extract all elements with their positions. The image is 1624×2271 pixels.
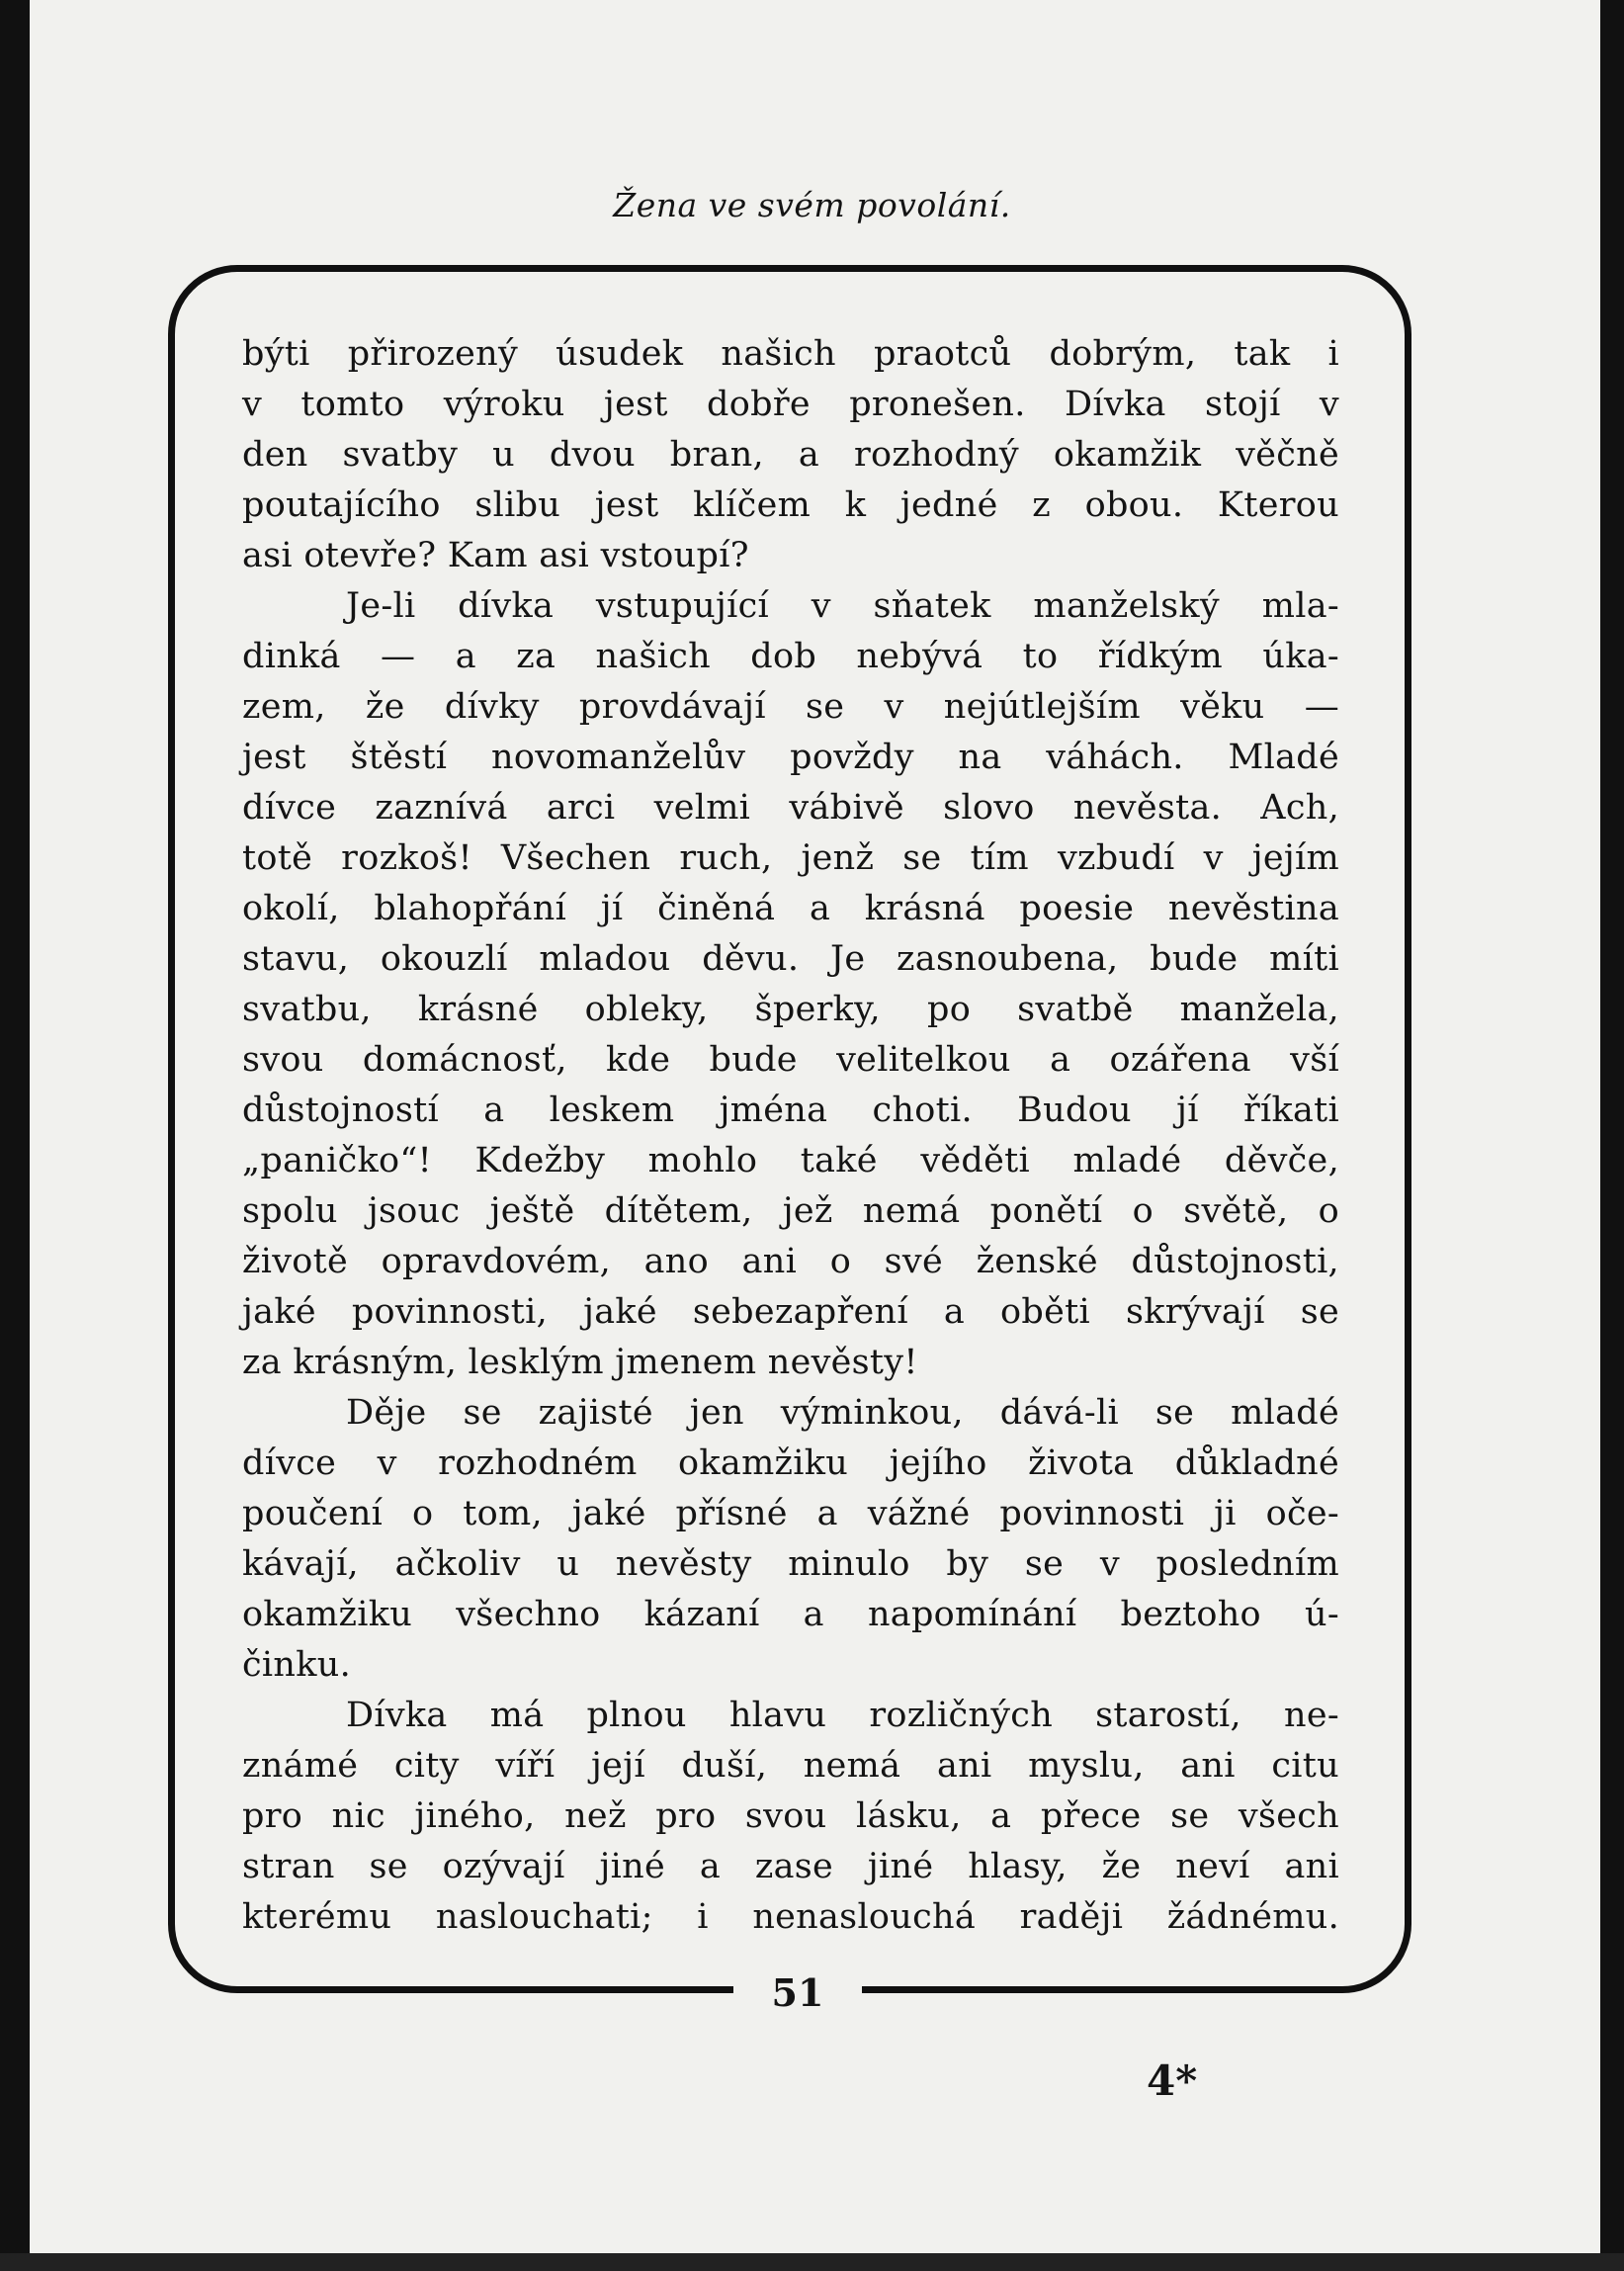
text-line: poučení o tom, jaké přísné a vážné povinnosti ji oče-: [242, 1494, 1339, 1533]
text-line: zem, že dívky provdávají se v nejútlejším věku —: [242, 687, 1339, 727]
text-line: činku.: [242, 1645, 352, 1685]
text-line: poutajícího slibu jest klíčem k jedné z obou. Kterou: [242, 485, 1339, 525]
scan-edge-right: [1600, 0, 1624, 2271]
text-line: kávají, ačkoliv u nevěsty minulo by se v posledním: [242, 1544, 1339, 1584]
scan-edge-left: [0, 0, 30, 2271]
text-line: asi otevře? Kam asi vstoupí?: [242, 536, 749, 575]
text-line: totě rozkoš! Všechen ruch, jenž se tím vzbudí v jejím: [242, 838, 1339, 878]
text-line: okamžiku všechno kázaní a napomínání beztoho ú-: [242, 1595, 1339, 1634]
text-line: svou domácnosť, kde bude velitelkou a ozářena vší: [242, 1040, 1339, 1080]
page-number: 51: [771, 1970, 824, 2015]
text-line: známé city víří její duší, nemá ani myslu, ani citu: [242, 1746, 1339, 1786]
running-head: Žena ve svém povolání.: [613, 186, 1011, 224]
text-line: dinká — a za našich dob nebývá to řídkým úka-: [242, 637, 1339, 676]
text-line: dívce zaznívá arci velmi vábivě slovo nevěsta. Ach,: [242, 788, 1339, 828]
text-line: důstojností a leskem jména choti. Budou jí říkati: [242, 1091, 1339, 1130]
text-line: okolí, blahopřání jí činěná a krásná poesie nevěstina: [242, 889, 1339, 928]
text-line: stavu, okouzlí mladou děvu. Je zasnoubena, bude míti: [242, 939, 1339, 979]
text-line: za krásným, lesklým jmenem nevěsty!: [242, 1343, 918, 1382]
text-line: pro nic jiného, než pro svou lásku, a přece se všech: [242, 1796, 1339, 1836]
text-line: „paničko“! Kdežby mohlo také věděti mladé děvče,: [242, 1141, 1339, 1180]
text-line: Je-li dívka vstupující v sňatek manželský mla-: [346, 586, 1339, 626]
text-line: kterému naslouchati; i nenaslouchá raději žádnému.: [242, 1897, 1339, 1937]
text-line: den svatby u dvou bran, a rozhodný okamžik věčně: [242, 435, 1339, 475]
text-line: spolu jsouc ještě dítětem, jež nemá ponětí o světě, o: [242, 1191, 1339, 1231]
text-line: dívce v rozhodném okamžiku jejího života důkladné: [242, 1443, 1339, 1483]
text-line: životě opravdovém, ano ani o své ženské důstojnosti,: [242, 1242, 1339, 1281]
text-line: Děje se zajisté jen výminkou, dává-li se mladé: [346, 1393, 1339, 1433]
scan-edge-bottom: [0, 2253, 1624, 2271]
text-line: stran se ozývají jiné a zase jiné hlasy, že neví ani: [242, 1847, 1339, 1886]
text-line: v tomto výroku jest dobře pronešen. Dívka stojí v: [242, 385, 1339, 424]
text-line: jaké povinnosti, jaké sebezapření a oběti skrývají se: [242, 1292, 1339, 1332]
text-line: Dívka má plnou hlavu rozličných starostí, ne-: [346, 1696, 1339, 1735]
text-line: býti přirozený úsudek našich praotců dobrým, tak i: [242, 334, 1339, 374]
text-line: svatbu, krásné obleky, šperky, po svatbě manžela,: [242, 990, 1339, 1029]
text-line: jest štěstí novomanželův povždy na váhách. Mladé: [242, 738, 1339, 777]
signature-mark: 4*: [1147, 2056, 1198, 2105]
body-text: [242, 329, 1339, 1943]
